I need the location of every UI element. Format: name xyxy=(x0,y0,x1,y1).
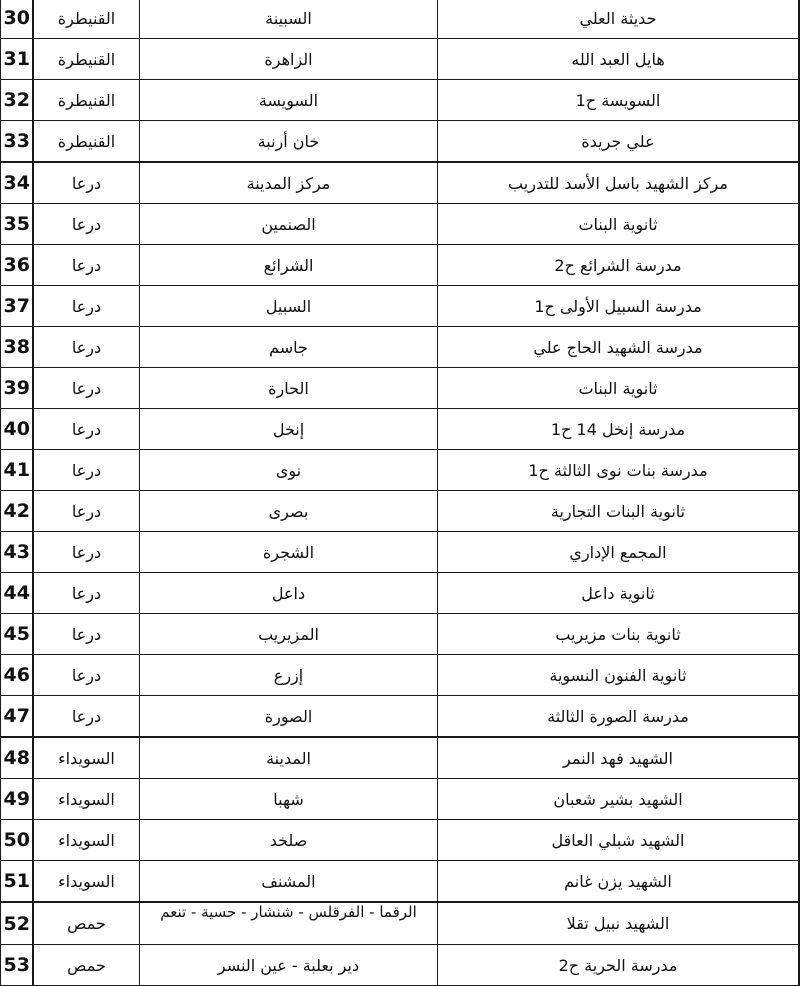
governorate-cell xyxy=(33,80,140,121)
center-cell xyxy=(438,945,800,986)
governorate-cell xyxy=(33,861,140,903)
area: المزيريب xyxy=(258,625,319,644)
center-name: الشهيد نبيل تقلا xyxy=(567,914,670,933)
center-cell xyxy=(438,327,800,368)
center-cell xyxy=(438,0,800,39)
area-cell xyxy=(140,409,438,450)
area-cell xyxy=(140,327,438,368)
center-cell xyxy=(438,902,800,945)
governorate: حمص xyxy=(67,914,106,933)
row-number-cell xyxy=(1,491,34,532)
table-row xyxy=(1,902,802,945)
area: الشرائع xyxy=(264,256,314,275)
center-cell xyxy=(438,737,800,779)
governorate: السويداء xyxy=(58,831,115,850)
row-number-cell xyxy=(1,39,34,80)
area: الشجرة xyxy=(263,543,314,562)
row-number: 42 xyxy=(4,500,30,522)
center-cell xyxy=(438,409,800,450)
row-number: 32 xyxy=(4,89,30,111)
center-cell xyxy=(438,532,800,573)
row-number: 41 xyxy=(4,459,30,481)
area: الصنمين xyxy=(261,215,315,234)
area-cell xyxy=(140,779,438,820)
table-row xyxy=(1,779,802,820)
governorate: درعا xyxy=(72,666,101,685)
row-number-cell xyxy=(1,286,34,327)
center-cell xyxy=(438,655,800,696)
table-row xyxy=(1,0,802,39)
area: شهبا xyxy=(273,790,303,809)
center-cell xyxy=(438,162,800,204)
row-number: 52 xyxy=(4,913,30,935)
governorate-cell xyxy=(33,573,140,614)
row-number: 46 xyxy=(4,664,30,686)
governorate: درعا xyxy=(72,420,101,439)
center-name: ثانوية البنات xyxy=(578,379,657,398)
governorate-cell xyxy=(33,820,140,861)
area-cell xyxy=(140,286,438,327)
row-number-cell xyxy=(1,532,34,573)
center-name: حديثة العلي xyxy=(580,9,657,28)
row-number: 44 xyxy=(4,582,30,604)
table-row xyxy=(1,121,802,163)
row-number: 50 xyxy=(4,829,30,851)
governorate: السويداء xyxy=(58,790,115,809)
governorate: السويداء xyxy=(58,872,115,891)
row-number-cell xyxy=(1,0,34,39)
area: إنخل xyxy=(273,420,304,439)
area-cell xyxy=(140,573,438,614)
table-row xyxy=(1,162,802,204)
row-number-cell xyxy=(1,368,34,409)
table-row xyxy=(1,491,802,532)
area-cell xyxy=(140,39,438,80)
governorate-cell xyxy=(33,737,140,779)
center-name: مدرسة الصورة الثالثة xyxy=(547,707,689,726)
governorate-cell xyxy=(33,204,140,245)
center-cell xyxy=(438,614,800,655)
table-row xyxy=(1,945,802,986)
center-name: هايل العبد الله xyxy=(571,50,665,69)
table-row xyxy=(1,204,802,245)
center-name: مدرسة إنخل 14 ح1 xyxy=(551,420,685,439)
center-name: مدرسة بنات نوى الثالثة ح1 xyxy=(528,461,707,480)
governorate-cell xyxy=(33,945,140,986)
row-number-cell xyxy=(1,245,34,286)
governorate: القنيطرة xyxy=(58,50,115,69)
center-name: مدرسة السبيل الأولى ح1 xyxy=(534,297,701,316)
row-number: 35 xyxy=(4,213,30,235)
governorate: درعا xyxy=(72,215,101,234)
governorate-cell xyxy=(33,491,140,532)
area: داعل xyxy=(272,584,305,603)
governorate-cell xyxy=(33,162,140,204)
area: دير بعلبة - عين النسر xyxy=(218,956,359,975)
table-row xyxy=(1,245,802,286)
area: خان أرنبة xyxy=(258,132,320,151)
center-cell xyxy=(438,286,800,327)
row-number-cell xyxy=(1,614,34,655)
center-cell xyxy=(438,368,800,409)
center-cell xyxy=(438,245,800,286)
governorate-cell xyxy=(33,696,140,738)
center-cell xyxy=(438,39,800,80)
row-number: 45 xyxy=(4,623,30,645)
row-number-cell xyxy=(1,861,34,903)
center-cell xyxy=(438,80,800,121)
area-cell xyxy=(140,820,438,861)
governorate: درعا xyxy=(72,502,101,521)
governorate: درعا xyxy=(72,461,101,480)
row-number: 39 xyxy=(4,377,30,399)
area-cell xyxy=(140,902,438,945)
row-number: 43 xyxy=(4,541,30,563)
governorate-cell xyxy=(33,121,140,163)
governorate-cell xyxy=(33,779,140,820)
row-number-cell xyxy=(1,945,34,986)
area-cell xyxy=(140,0,438,39)
area-cell xyxy=(140,204,438,245)
governorate: السويداء xyxy=(58,749,115,768)
row-number: 53 xyxy=(4,954,30,976)
table-row xyxy=(1,614,802,655)
table-row xyxy=(1,532,802,573)
row-number: 30 xyxy=(4,7,30,29)
center-name: المجمع الإداري xyxy=(569,543,666,562)
governorate-cell xyxy=(33,368,140,409)
center-name: الشهيد بشير شعبان xyxy=(553,790,682,809)
center-name: الشهيد يزن غانم xyxy=(564,872,672,891)
area-cell xyxy=(140,861,438,903)
row-number-cell xyxy=(1,902,34,945)
row-number: 51 xyxy=(4,870,30,892)
center-cell xyxy=(438,779,800,820)
area: إزرع xyxy=(274,666,303,685)
table-row xyxy=(1,655,802,696)
table-row xyxy=(1,820,802,861)
row-number-cell xyxy=(1,162,34,204)
table-row xyxy=(1,573,802,614)
area: الصورة xyxy=(265,707,313,726)
center-name: ثانوية البنات التجارية xyxy=(551,502,685,521)
center-name: علي جريدة xyxy=(581,132,654,151)
area: المشنف xyxy=(261,872,315,891)
row-number-cell xyxy=(1,573,34,614)
governorate: القنيطرة xyxy=(58,91,115,110)
governorate: درعا xyxy=(72,625,101,644)
governorate-cell xyxy=(33,902,140,945)
row-number-cell xyxy=(1,737,34,779)
governorate-cell xyxy=(33,286,140,327)
governorate-cell xyxy=(33,532,140,573)
center-cell xyxy=(438,861,800,903)
area: صلخد xyxy=(270,831,308,850)
center-cell xyxy=(438,820,800,861)
governorate-cell xyxy=(33,614,140,655)
centers-table-body xyxy=(1,0,802,986)
area-cell xyxy=(140,655,438,696)
area-cell xyxy=(140,491,438,532)
governorate: درعا xyxy=(72,379,101,398)
area: الرقما - الفرقلس - شنشار - حسية - تنعم xyxy=(160,903,417,921)
center-name: الشهيد شبلي العاقل xyxy=(552,831,685,850)
area: مركز المدينة xyxy=(247,174,331,193)
area: نوى xyxy=(276,461,301,480)
area-cell xyxy=(140,945,438,986)
table-row xyxy=(1,368,802,409)
area: جاسم xyxy=(269,338,308,357)
center-name: ثانوية البنات xyxy=(578,215,657,234)
governorate-cell xyxy=(33,327,140,368)
governorate-cell xyxy=(33,245,140,286)
center-cell xyxy=(438,696,800,738)
table-row xyxy=(1,409,802,450)
table-row xyxy=(1,327,802,368)
row-number-cell xyxy=(1,327,34,368)
row-number: 38 xyxy=(4,336,30,358)
row-number-cell xyxy=(1,655,34,696)
governorate: درعا xyxy=(72,338,101,357)
governorate: درعا xyxy=(72,256,101,275)
area-cell xyxy=(140,121,438,163)
governorate-cell xyxy=(33,0,140,39)
governorate-cell xyxy=(33,655,140,696)
area: بصرى xyxy=(269,502,309,521)
row-number-cell xyxy=(1,696,34,738)
center-name: ثانوية داعل xyxy=(581,584,654,603)
area: الزاهرة xyxy=(264,50,312,69)
row-number-cell xyxy=(1,779,34,820)
center-name: مركز الشهيد باسل الأسد للتدريب xyxy=(508,174,728,193)
table-row xyxy=(1,80,802,121)
center-cell xyxy=(438,450,800,491)
row-number: 48 xyxy=(4,747,30,769)
center-cell xyxy=(438,121,800,163)
row-number: 36 xyxy=(4,254,30,276)
center-name: مدرسة الحرية ح2 xyxy=(559,956,678,975)
governorate: حمص xyxy=(67,956,106,975)
center-cell xyxy=(438,573,800,614)
table-row xyxy=(1,450,802,491)
row-number-cell xyxy=(1,204,34,245)
table-row xyxy=(1,39,802,80)
row-number-cell xyxy=(1,80,34,121)
row-number: 37 xyxy=(4,295,30,317)
area-cell xyxy=(140,532,438,573)
row-number: 47 xyxy=(4,705,30,727)
area-cell xyxy=(140,80,438,121)
row-number: 33 xyxy=(4,130,30,152)
row-number-cell xyxy=(1,121,34,163)
governorate: درعا xyxy=(72,584,101,603)
governorate-cell xyxy=(33,409,140,450)
governorate-cell xyxy=(33,39,140,80)
governorate-cell xyxy=(33,450,140,491)
table-row xyxy=(1,737,802,779)
row-number-cell xyxy=(1,409,34,450)
center-name: السويسة ح1 xyxy=(576,91,661,110)
row-number-cell xyxy=(1,450,34,491)
governorate: القنيطرة xyxy=(58,132,115,151)
governorate: درعا xyxy=(72,543,101,562)
governorate: القنيطرة xyxy=(58,9,115,28)
row-number: 49 xyxy=(4,788,30,810)
center-name: ثانوية الفنون النسوية xyxy=(549,666,686,685)
area: السبيل xyxy=(266,297,311,316)
area-cell xyxy=(140,737,438,779)
row-number: 34 xyxy=(4,172,30,194)
row-number: 40 xyxy=(4,418,30,440)
area-cell xyxy=(140,696,438,738)
area-cell xyxy=(140,245,438,286)
table-row xyxy=(1,286,802,327)
table-row xyxy=(1,861,802,903)
governorate: درعا xyxy=(72,707,101,726)
area: السبينة xyxy=(265,9,312,28)
row-number: 31 xyxy=(4,48,30,70)
governorate: درعا xyxy=(72,174,101,193)
center-cell xyxy=(438,204,800,245)
center-name: الشهيد فهد النمر xyxy=(563,749,673,768)
table-row xyxy=(1,696,802,738)
center-name: مدرسة الشهيد الحاج علي xyxy=(533,338,702,357)
center-name: مدرسة الشرائع ح2 xyxy=(554,256,681,275)
area-cell xyxy=(140,162,438,204)
area-cell xyxy=(140,450,438,491)
center-name: ثانوية بنات مزيريب xyxy=(555,625,680,644)
area: الحارة xyxy=(268,379,309,398)
area-cell xyxy=(140,614,438,655)
area-cell xyxy=(140,368,438,409)
row-number-cell xyxy=(1,820,34,861)
center-cell xyxy=(438,491,800,532)
area: السويسة xyxy=(259,91,318,110)
governorate: درعا xyxy=(72,297,101,316)
area: المدينة xyxy=(266,749,311,768)
